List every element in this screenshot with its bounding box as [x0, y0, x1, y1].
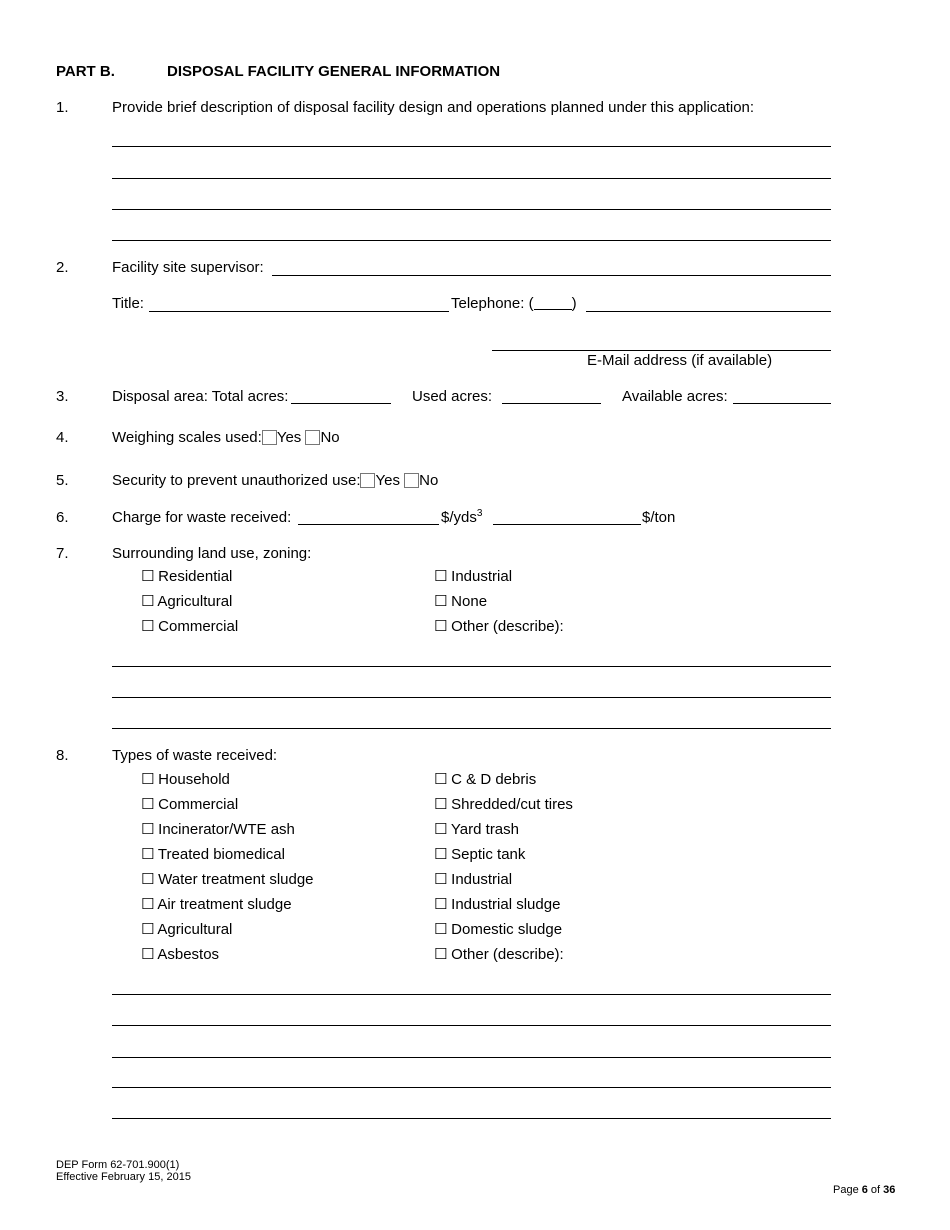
waste-option-label: Domestic sludge: [451, 921, 563, 938]
land-use-option-label: Commercial: [158, 618, 239, 635]
waste-option-industrial-sludge[interactable]: [434, 896, 560, 914]
charge-unit-yds: $/yds$^3$: [441, 508, 483, 526]
waste-option-label: Air treatment sludge: [157, 896, 292, 913]
telephone-label: Telephone: ( ): [451, 295, 577, 312]
charge-yds-field[interactable]: [298, 524, 439, 525]
waste-option-industrial[interactable]: [434, 871, 512, 889]
checkbox-icon[interactable]: ☐: [434, 896, 448, 913]
available-acres-label: Available acres:: [622, 388, 728, 405]
checkbox-icon[interactable]: ☐: [141, 896, 155, 913]
checkbox-icon[interactable]: ☐: [434, 846, 448, 863]
weighing-scales-label: Weighing scales used:: [112, 429, 262, 446]
waste-option-household[interactable]: [141, 771, 230, 789]
checkbox-icon[interactable]: ☐: [434, 796, 448, 813]
checkbox-icon[interactable]: ☐: [141, 593, 155, 610]
waste-describe-line-1[interactable]: [112, 994, 831, 995]
q6-number: 6.: [56, 509, 69, 526]
checkbox-icon[interactable]: ☐: [141, 796, 155, 813]
waste-option-label: Other (describe):: [451, 946, 564, 963]
waste-option-label: Commercial: [158, 796, 239, 813]
waste-types-label: Types of waste received:: [112, 747, 278, 764]
supervisor-field[interactable]: [272, 275, 831, 276]
checkbox-icon[interactable]: ☐: [434, 618, 448, 635]
checkbox-icon[interactable]: ☐: [141, 618, 155, 635]
waste-option-c-d-debris[interactable]: [434, 771, 536, 789]
waste-option-treated-biomedical[interactable]: [141, 846, 285, 864]
effective-date: Effective February 15, 2015: [56, 1171, 191, 1183]
waste-option-label: Asbestos: [157, 946, 220, 963]
title-label: Title:: [112, 295, 144, 312]
weighing-scales-row: [112, 429, 340, 447]
q8-number: 8.: [56, 747, 69, 764]
waste-option-septic-tank[interactable]: [434, 846, 525, 864]
waste-option-label: Agricultural: [157, 921, 233, 938]
waste-describe-line-4[interactable]: [112, 1087, 831, 1088]
part-title: DISPOSAL FACILITY GENERAL INFORMATION: [167, 63, 501, 80]
waste-option-agricultural[interactable]: [141, 921, 232, 939]
q1-text: Provide brief description of disposal facility design and operations planned under this application:: [112, 99, 755, 116]
charge-label: Charge for waste received:: [112, 509, 292, 526]
title-field[interactable]: [149, 311, 449, 312]
land-use-option-none[interactable]: [434, 593, 487, 611]
waste-option-incinerator-wte-ash[interactable]: [141, 821, 295, 839]
q1-answer-line-2[interactable]: [112, 178, 831, 179]
page-number: Page 6 of 36: [833, 1184, 896, 1196]
weighing-yes-checkbox[interactable]: [262, 430, 277, 445]
security-yes-checkbox[interactable]: [360, 473, 375, 488]
waste-option-domestic-sludge[interactable]: [434, 921, 562, 939]
q3-number: 3.: [56, 388, 69, 405]
waste-option-commercial[interactable]: [141, 796, 238, 814]
weighing-yes-label: Yes: [276, 429, 302, 446]
q4-number: 4.: [56, 429, 69, 446]
security-no-label: No: [419, 472, 439, 489]
waste-describe-line-3[interactable]: [112, 1057, 831, 1058]
waste-option-label: Industrial: [451, 871, 513, 888]
checkbox-icon[interactable]: ☐: [434, 771, 448, 788]
used-acres-field[interactable]: [502, 403, 601, 404]
telephone-field[interactable]: [586, 311, 831, 312]
land-use-option-label: Industrial: [451, 568, 513, 585]
waste-option-shredded-cut-tires[interactable]: [434, 796, 573, 814]
land-use-label: Surrounding land use, zoning:: [112, 545, 312, 562]
part-label: PART B.: [56, 63, 115, 80]
available-acres-field[interactable]: [733, 403, 831, 404]
charge-unit-ton: $/ton: [642, 509, 676, 526]
waste-describe-line-2[interactable]: [112, 1025, 831, 1026]
q5-number: 5.: [56, 472, 69, 489]
checkbox-icon[interactable]: ☐: [141, 846, 155, 863]
waste-option-label: Industrial sludge: [451, 896, 561, 913]
total-acres-label: Disposal area: Total acres:: [112, 388, 289, 405]
land-use-option-commercial[interactable]: [141, 618, 238, 636]
checkbox-icon[interactable]: ☐: [141, 568, 155, 585]
land-use-option-label: Residential: [158, 568, 233, 585]
security-row: [112, 472, 438, 490]
land-use-option-label: Agricultural: [157, 593, 233, 610]
waste-option-label: Shredded/cut tires: [451, 796, 573, 813]
email-label: E-Mail address (if available): [587, 352, 773, 369]
checkbox-icon[interactable]: ☐: [434, 946, 448, 963]
waste-option-label: C & D debris: [451, 771, 537, 788]
checkbox-icon[interactable]: ☐: [141, 821, 155, 838]
checkbox-icon[interactable]: ☐: [141, 771, 155, 788]
email-field[interactable]: [492, 350, 831, 351]
land-use-option-agricultural[interactable]: [141, 593, 232, 611]
checkbox-icon[interactable]: ☐: [141, 946, 155, 963]
security-yes-label: Yes: [375, 472, 400, 489]
q1-answer-line-1[interactable]: [112, 146, 831, 147]
weighing-no-checkbox[interactable]: [305, 430, 320, 445]
waste-option-label: Household: [158, 771, 230, 788]
waste-option-yard-trash[interactable]: [434, 821, 519, 839]
weighing-no-label: No: [320, 429, 340, 446]
land-use-describe-line-3[interactable]: [112, 728, 831, 729]
checkbox-icon[interactable]: ☐: [434, 871, 448, 888]
waste-option-label: Yard trash: [450, 821, 519, 838]
q1-answer-line-4[interactable]: [112, 240, 831, 241]
checkbox-icon[interactable]: ☐: [434, 593, 448, 610]
security-no-checkbox[interactable]: [404, 473, 419, 488]
land-use-option-label: Other (describe):: [451, 618, 564, 635]
waste-option-label: Incinerator/WTE ash: [158, 821, 295, 838]
land-use-option-label: None: [451, 593, 488, 610]
form-number: DEP Form 62-701.900(1): [56, 1159, 180, 1171]
used-acres-label: Used acres:: [412, 388, 493, 405]
checkbox-icon[interactable]: ☐: [141, 921, 155, 938]
waste-option-other-describe[interactable]: [434, 946, 564, 964]
land-use-option-residential[interactable]: [141, 568, 232, 586]
waste-option-label: Treated biomedical: [157, 846, 285, 863]
land-use-option-other-describe[interactable]: [434, 618, 564, 636]
supervisor-label: Facility site supervisor:: [112, 259, 264, 276]
waste-option-label: Water treatment sludge: [158, 871, 314, 888]
waste-describe-line-5[interactable]: [112, 1118, 831, 1119]
q7-number: 7.: [56, 545, 69, 562]
q1-number: 1.: [56, 99, 69, 116]
checkbox-icon[interactable]: ☐: [141, 871, 155, 888]
q2-number: 2.: [56, 259, 69, 276]
waste-option-asbestos[interactable]: [141, 946, 219, 964]
land-use-describe-line-1[interactable]: [112, 666, 831, 667]
charge-ton-field[interactable]: [493, 524, 641, 525]
land-use-option-industrial[interactable]: [434, 568, 512, 586]
land-use-describe-line-2[interactable]: [112, 697, 831, 698]
q1-answer-line-3[interactable]: [112, 209, 831, 210]
waste-option-label: Septic tank: [451, 846, 526, 863]
checkbox-icon[interactable]: ☐: [434, 821, 448, 838]
waste-option-water-treatment-sludge[interactable]: [141, 871, 314, 889]
checkbox-icon[interactable]: ☐: [434, 568, 448, 585]
checkbox-icon[interactable]: ☐: [434, 921, 448, 938]
area-code-field[interactable]: [534, 295, 572, 310]
waste-option-air-treatment-sludge[interactable]: [141, 896, 292, 914]
total-acres-field[interactable]: [291, 403, 391, 404]
security-label: Security to prevent unauthorized use:: [112, 472, 361, 489]
